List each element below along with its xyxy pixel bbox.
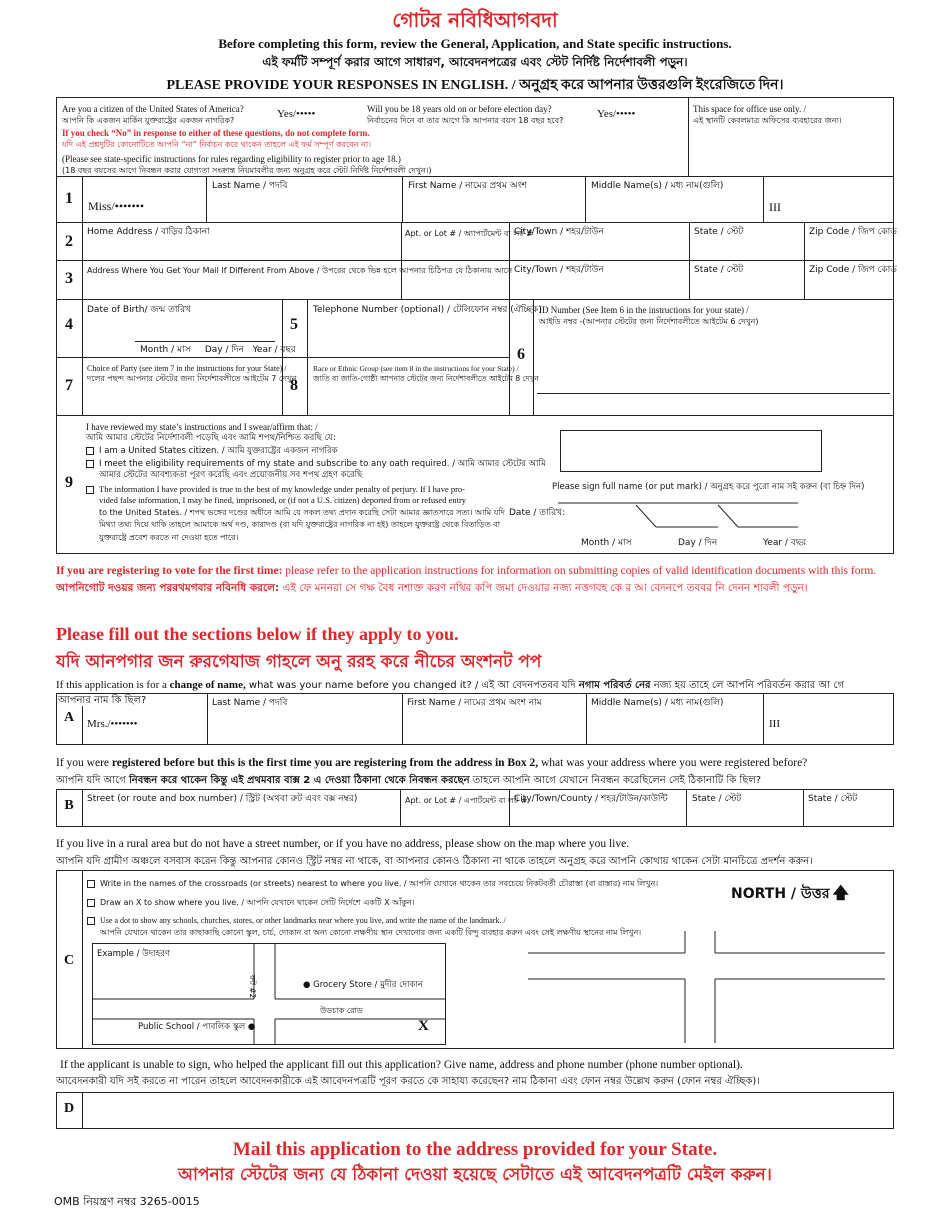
box-2-number: 2 — [65, 233, 73, 250]
box-6-number: 6 — [517, 346, 525, 363]
oath-truth-line-5: যুক্তরাষ্ট্রে প্রবেশ করতে না দেওয়া হতে পারে। — [99, 533, 239, 542]
prev-addr-q-bold: registered before but this is the first time you are registering from the address in Box 2, — [111, 757, 539, 769]
office-use-label: This space for office use only. / — [693, 104, 806, 114]
signature-box[interactable] — [560, 430, 822, 472]
apt-input[interactable] — [402, 238, 509, 258]
grocery-label — [303, 980, 423, 991]
helper-question-bn: আবেদনকারী যদি সই করতে না পারেন তাহলে আবেদনকারীকে এই আবেদনপত্রটি পূরণ করতে কে সাহায্য করেছেন? নাম ঠিকানা এবং ফোন নম্বর উল্লেখ করুন (ফোন নম্বর ঐচ্ছিক)। — [56, 1076, 760, 1087]
rural-question-bn: আপনি যদি গ্রামীণ অঞ্চলে বসবাস করেন কিন্তু আপনার কোনও স্ট্রিট নম্বর না থাকে, বা আপনার কোনও ঠিকানা না থাকে তাহলে অনুগ্রহ করে আপনি কোথায় থাকেন সেটা মানচিত্রে প্রদর্শন করুন। — [56, 856, 813, 867]
helper-input[interactable] — [83, 1093, 893, 1128]
first-time-notice-bn — [56, 581, 946, 598]
party-label-bn: দলের পছন্দ আপনার স্টেটের জন্য নির্দেশাবলীতে আইটেম 7 দেখুন — [87, 374, 297, 383]
apt-label: Apt. or Lot # / অ্যাপার্টমেন্ট বা লট # — [405, 229, 533, 238]
box-a-letter: A — [63, 710, 75, 725]
box-b-letter: B — [64, 798, 74, 813]
zip-label: Zip Code / জিপ কোড — [809, 227, 897, 237]
box-1-number: 1 — [65, 190, 73, 207]
map-instruction-3-text: Use a dot to show any schools, churches, stores, or other landmarks near where you live, and write the name of the landmark. / — [100, 916, 506, 925]
checkbox-icon — [87, 899, 95, 907]
prev-addr-bn-post: তাহলে আপনি আগে যেখানে নিবন্ধন করেছিলেন সেই ঠিকানাটি কি ছিল? — [469, 775, 762, 786]
state-label: State / স্টেট — [694, 227, 744, 237]
id-label: ID Number (See Item 6 in the instructions for your state) / — [539, 305, 749, 315]
oath-truth-line-2: vided false information, I may be fined, imprisoned, or (if not a U.S. citizen) deported from or refused entry — [99, 495, 467, 505]
prev-last-input[interactable] — [208, 710, 402, 742]
prev-addr-q-post: what was your address where you were registered before? — [538, 757, 808, 769]
arrow-up-icon: 🡅 — [832, 885, 849, 902]
city-input[interactable] — [510, 238, 689, 258]
helper-question: If the applicant is unable to sign, who helped the applicant fill out this application? Give name, address and phone number (phone number optional). — [60, 1059, 743, 1071]
oath-citizen — [86, 446, 338, 457]
rural-question: If you live in a rural area but do not have a street number, or if you have no address, please show on the map where you live. — [56, 838, 630, 850]
prev-state2-label: State / স্টেট — [808, 794, 858, 804]
last-name-input[interactable] — [207, 192, 402, 220]
id-input[interactable] — [537, 360, 890, 392]
apply-heading: Please fill out the sections below if they apply to you. — [56, 624, 459, 644]
road-horizontal-label: উডচাক রোড — [320, 1006, 363, 1015]
date-day-label: Day / দিন — [678, 538, 718, 548]
north-label: NORTH / উত্তর — [731, 886, 830, 902]
oath-truth-line-4: মিথ্যা তথ্য দিয়ে থাকি তাহলে আমাকে অর্থ দণ্ড, কারাদণ্ড (বা যদি যুক্তরাষ্ট্রের নাগরিক না হই) তাহলে যুক্তরাষ্ট্র থেকে বিতাড়িত বা — [99, 520, 501, 529]
grocery-text: Grocery Store / মুদীর দোকান — [313, 980, 423, 990]
example-label: Example / উদাহরণ — [97, 949, 170, 959]
box-4-number: 4 — [65, 316, 73, 333]
id-label-bn: আইডি নম্বর -(আপনার স্টেটের জন্য নির্দেশাবলীতে আইটেম 6 দেখুন) — [539, 317, 759, 326]
form-title: গােটর নবিধিআগবদা — [392, 8, 558, 32]
age-note-bn: (18 বছর বয়সের আগে নিবন্ধন করার যোগ্যতা সংক্রান্ত নিয়মাবলীর জন্য অনুগ্রহ করে স্টেট নির্দিষ্ট নির্দেশাবলী দেখুন।) — [62, 166, 432, 175]
box-c-letter: C — [63, 953, 75, 968]
prev-title-field[interactable]: Mrs./••••••• — [87, 718, 138, 730]
dob-parts: Month / মাস Day / দিন Year / বছর — [140, 345, 296, 355]
city-label: City/Town / শহর/টাউন — [514, 227, 604, 237]
signature-label: Please sign full name (or put mark) / অনুগ্রহ করে পুরো নাম সই করুন (বা চিহ্ন দিন) — [552, 482, 865, 492]
middle-name-label: Middle Name(s) / মধ্য নাম(গুলি) — [591, 181, 724, 191]
prev-addr-q-pre: If you were — [56, 757, 112, 769]
citizen-question-bn: আপনি কি একজন মার্কিন যুক্তরাষ্ট্রের একজন নাগরিক? — [62, 116, 235, 125]
race-label: Race or Ethnic Group (see item 8 in the instructions for your State) / — [313, 364, 519, 373]
oath-truth-line-3: to the United States. / শপথ ভঙ্গের দণ্ডের অধীনে আমি যে সকল তথ্য প্রদান করেছি সেটা আমার জ্ঞাতসারে সত্য। আমি যদি — [99, 508, 505, 517]
change-name-q-post-bn: নজ্য হয় তাহে লে আপনি পরিবর্তন করার আ গে — [650, 680, 844, 691]
prev-suffix-field[interactable]: III — [769, 718, 780, 730]
party-label: Choice of Party (see item 7 in the instructions for your State) / — [87, 364, 287, 373]
box-9-number: 9 — [65, 474, 73, 491]
map-instruction-3-bn: আপনি যেখানে থাকেন তার কাছাকাছি কোনো স্কুল, চার্চ, দোকান বা অন্য কোনো লক্ষণীয় স্থান দেখানোর জন্য একটি বিন্দু ব্যবহার করুন এবং সেই লক্ষণীয় স্থানের নাম লিখুন। — [100, 928, 642, 937]
prev-addr-bn-pre: আপনি যদি আগে — [56, 775, 129, 786]
prev-last-label: Last Name / পদবি — [212, 698, 288, 708]
instructions-en: Before completing this form, review the General, Application, and State specific instructions. — [218, 36, 732, 51]
prev-state-input[interactable] — [687, 806, 803, 826]
box-d-letter: D — [63, 1101, 75, 1116]
citizen-warning: If you check “No” in response to either of these questions, do not complete form. — [62, 128, 370, 138]
first-time-rest-bn: এই ফে মননরা সে গক্ষ বৈধ নশাক্ত করণ নথির কপি জমা দেওয়ার নজ্য নত্তগবহ কে র আ বেদনপে তববর নি দেনন শাবলী পড়ুন। — [279, 582, 808, 594]
instructions-bn: এই ফর্মটি সম্পূর্ণ করার আগে সাধারণ, আবেদনপত্রের এবং স্টেট নির্দিষ্ট নির্দেশাবলী পড়ুন। — [262, 55, 688, 69]
prev-first-label: First Name / নামের প্রথম অংশ নাম — [407, 698, 542, 708]
age-question: Will you be 18 years old on or before election day? — [367, 104, 552, 114]
prev-first-input[interactable] — [403, 710, 586, 742]
checkbox-icon — [86, 486, 94, 494]
dob-label: Date of Birth/ জন্ম তারিখ — [87, 305, 191, 315]
omb-number: OMB নিয়ন্ত্রণ নম্বর 3265-0015 — [54, 1195, 200, 1208]
mail-instruction: Mail this application to the address provided for your State. — [232, 1139, 718, 1160]
box-8-number: 8 — [290, 377, 298, 394]
blank-map-area[interactable] — [520, 871, 892, 1047]
suffix-field[interactable]: III — [769, 200, 781, 214]
middle-name-input[interactable] — [586, 192, 763, 220]
change-name-q-bold: change of name, — [169, 679, 246, 691]
oath-citizen-text: I am a United States citizen. / আমি যুক্তরাষ্ট্রের একজন নাগরিক — [99, 446, 338, 456]
map-instruction-2 — [87, 897, 415, 908]
date-year-label: Year / বছর — [763, 538, 807, 548]
first-time-rest: please refer to the application instructions for information on submitting copies of valid identification documents with this form. — [282, 565, 877, 577]
citizen-question: Are you a citizen of the United States of America? — [62, 104, 244, 114]
prev-middle-label: Middle Name(s) / মধ্য নাম(গুলি) — [591, 698, 724, 708]
checkbox-icon — [86, 447, 94, 455]
checkbox-icon — [87, 917, 95, 925]
first-time-notice — [56, 565, 936, 577]
party-input[interactable] — [83, 386, 281, 414]
oath-intro-bn: আমি আমার স্টেটের নির্দেশাবলী পড়েছি এবং আমি শপথ/নিশ্চিত করছি যে: — [86, 433, 336, 443]
prev-state-label: State / স্টেট — [692, 794, 742, 804]
prev-middle-input[interactable] — [587, 710, 763, 742]
mail-state-label: State / স্টেট — [694, 265, 744, 275]
age-note: (Please see state-specific instructions for rules regarding eligibility to register prior to age 18.) — [62, 154, 401, 164]
phone-label: Telephone Number (optional) / টেলিফোন নম্বর (ঐচ্ছিক) — [313, 305, 542, 315]
title-field[interactable]: Miss/••••••• — [88, 199, 145, 213]
prev-city-label: City/Town/County / শহর/টাউন/কাউন্টি — [514, 794, 668, 804]
zip-input[interactable] — [805, 238, 893, 258]
oath-eligibility-text: I meet the eligibility requirements of my state and subscribe to any oath required. / আমি আমার স্টেটের আমি — [99, 459, 546, 469]
map-instruction-3 — [87, 915, 506, 926]
checkbox-icon — [86, 460, 94, 468]
state-input[interactable] — [690, 238, 804, 258]
citizen-answer[interactable]: Yes/••••• — [277, 108, 316, 120]
citizen-warning-bn: যদি এই প্রশ্নদুটির কোনোটিতে আপনি “না” নির্বাচন করে থাকেন তাহলে এই ফর্ম সম্পূর্ণ করবেন না। — [62, 140, 372, 149]
road-vertical-label: রুট #2 — [248, 975, 257, 999]
last-name-label: Last Name / পদবি — [212, 181, 288, 191]
map-instruction-1-text: Write in the names of the crossroads (or streets) nearest to where you live. / আপনি যেখানে থাকেন তার সবচেয়ে নিকটবর্তী চৌরাস্তা (বা রাস্তার) নাম লিখুন। — [100, 879, 659, 888]
school-text: Public School / পাবলিক স্কুল — [138, 1022, 246, 1032]
mail-address-label: Address Where You Get Your Mail If Different From Above / উপরের থেকে ভিন্ন হলে আপনার চিঠিপত্র যে ঠিকানায় আসে — [87, 266, 513, 275]
map-instruction-2-text: Draw an X to show where you live. / আপনি যেখানে থাকেন সেটি নির্দেশে একটি X আঁকুন। — [100, 898, 415, 907]
x-mark: X — [418, 1018, 429, 1034]
box-3-number: 3 — [65, 270, 73, 287]
office-use-label-bn: এই স্থানটি কেবলমাত্র অফিসের ব্যবহারের জন্য। — [693, 116, 842, 125]
english-notice: PLEASE PROVIDE YOUR RESPONSES IN ENGLISH. / অনুগ্রহ করে আপনার উত্তরগুলি ইংরেজিতে দিন। — [166, 78, 784, 93]
date-label: Date / তারিখ: — [509, 508, 566, 518]
prev-state2-input[interactable] — [804, 806, 893, 826]
dot-icon: ● — [245, 1022, 256, 1032]
date-slashes — [558, 503, 888, 529]
prev-city-input[interactable] — [510, 806, 686, 826]
home-address-input[interactable] — [83, 238, 401, 258]
prev-address-question-bn — [56, 773, 946, 790]
change-name-cont: আপনার নাম কি ছিল? — [58, 695, 147, 706]
race-label-bn: জাতি বা জাতি-গোষ্ঠী আপনার স্টেটের জন্য নির্দেশাবলীতে আইটেম 8 দেখুন — [313, 374, 539, 383]
first-name-label: First Name / নামের প্রথম অংশ — [408, 181, 527, 191]
age-answer[interactable]: Yes/••••• — [597, 108, 636, 120]
prev-apt-input[interactable] — [401, 806, 509, 826]
first-time-lead-bn: আপনিগােট দওয়র জন্য পররথমগবার নবিনধি করলে: — [56, 582, 280, 594]
school-label — [138, 1022, 255, 1033]
mail-zip-label: Zip Code / জিপ কোড — [809, 265, 897, 275]
prev-street-label: Street (or route and box number) / স্ট্রিট (অথবা রুট এবং বক্স নম্বর) — [87, 794, 358, 804]
date-month-label: Month / মাস — [581, 538, 632, 548]
home-address-label: Home Address / বাড়ির ঠিকানা — [87, 227, 210, 237]
oath-eligibility — [86, 459, 546, 470]
mail-city-label: City/Town / শহর/টাউন — [514, 265, 604, 275]
mail-address-input[interactable] — [83, 277, 401, 297]
change-name-q-bold-bn: নগাম পরিবর্ত নের — [578, 680, 651, 691]
prev-addr-bn-bold: নিবন্ধন করে থাকেন কিন্তু এই প্রথমবার বাক্স 2 এ দেওয়া ঠিকানা থেকে নিবন্ধন করছেন — [128, 775, 470, 786]
oath-truth — [86, 484, 465, 495]
oath-truth-line-1: The information I have provided is true to the best of my knowledge under penalty of perjury. If I have pro- — [99, 484, 466, 494]
phone-input[interactable] — [308, 318, 508, 356]
prev-apt-label: Apt. or Lot # / এপার্টমেন্ট বা লট # — [405, 796, 528, 805]
change-name-q-pre: If this application is for a — [56, 679, 170, 691]
prev-address-question — [56, 757, 946, 769]
race-input[interactable] — [308, 386, 508, 414]
box-5-number: 5 — [290, 316, 298, 333]
first-name-input[interactable] — [403, 192, 585, 220]
checkbox-icon — [87, 880, 95, 888]
oath-eligibility-bn: আমার স্টেটের আবশ্যকতা পূরণ করেছি এবং প্রয়োজনীয় সব শপথ গ্রহণ করেছি — [99, 470, 363, 480]
date-input[interactable] — [558, 503, 888, 529]
oath-intro: I have reviewed my state’s instructions and I swear/affirm that: / — [86, 422, 318, 432]
change-name-q-post: what was your name before you changed it? / এই আ বেদনপতবব যদি — [245, 680, 579, 691]
box-7-number: 7 — [65, 377, 73, 394]
mail-instruction-bn: আপনার স্টেটের জন্য যে ঠিকানা দেওয়া হয়েছে সেটাতে এই আবেদনপত্রটি মেইল করুন। — [178, 1165, 772, 1185]
dot-icon: ● — [303, 980, 314, 990]
first-time-lead: If you are registering to vote for the first time: — [56, 565, 283, 577]
prev-street-input[interactable] — [83, 806, 400, 826]
apply-heading-bn: যদি আনপগার জন রুরগেযাজ গাহলে অনু ররহ করে নীচের অংশনট পপ — [56, 652, 542, 672]
age-question-bn: নির্বাচনের দিনে বা তার আগে কি আপনার বয়স 18 বছর হবে? — [367, 116, 564, 125]
